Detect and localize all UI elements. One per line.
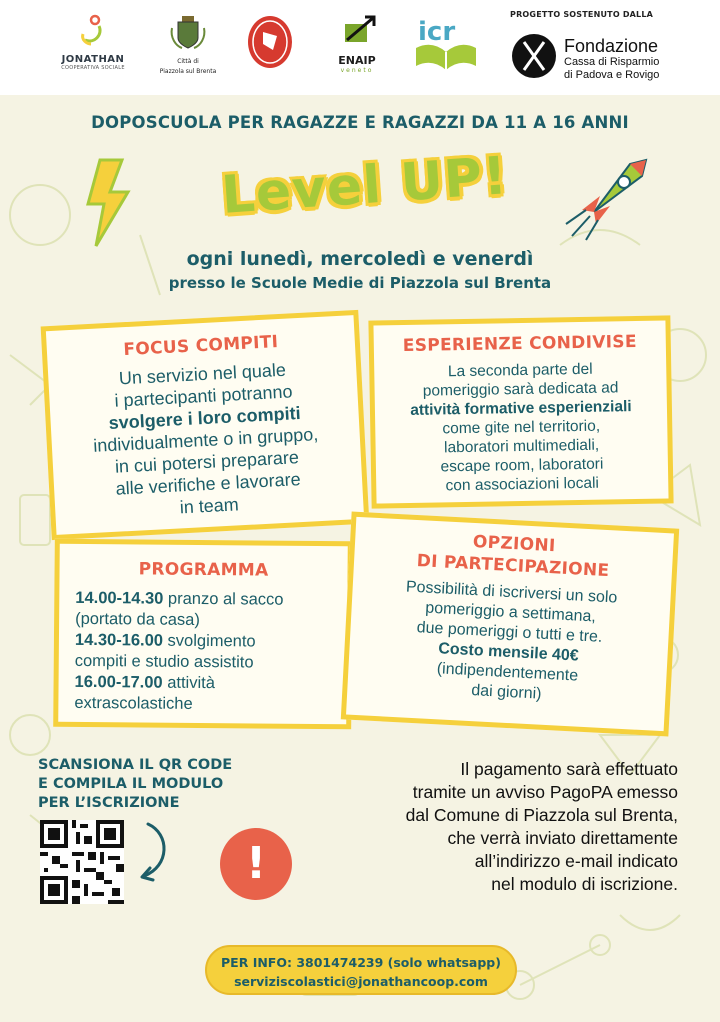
contact-info-pill bbox=[205, 945, 517, 995]
opzioni-line: due pomeriggi o tutti e tre. bbox=[416, 619, 603, 646]
esperienze-text bbox=[374, 358, 668, 496]
opzioni-text bbox=[347, 575, 671, 711]
opzioni-line: (indipendentemente bbox=[436, 660, 579, 685]
alert-icon: ! bbox=[220, 828, 292, 900]
jonathan-name: JONATHAN bbox=[61, 54, 125, 65]
payment-info bbox=[330, 758, 678, 896]
opzioni-line: pomeriggio a settimana, bbox=[424, 599, 597, 626]
enaip-logo bbox=[330, 14, 384, 74]
time-slot: 14.30-16.00 bbox=[74, 630, 164, 650]
programma-box bbox=[53, 539, 353, 730]
time-slot: 14.00-14.30 bbox=[75, 588, 164, 608]
jonathan-mark-icon bbox=[73, 14, 113, 48]
jonathan-logo bbox=[48, 14, 138, 71]
opzioni-line: dai giorni) bbox=[470, 682, 542, 703]
scan-line: SCANSIONA IL QR CODE bbox=[38, 757, 233, 773]
fondazione-mark-icon bbox=[510, 32, 558, 80]
fondazione-logo bbox=[510, 32, 710, 84]
payment-line: nel modulo di iscrizione. bbox=[491, 874, 678, 894]
focus-line: in cui potersi preparare bbox=[114, 447, 300, 477]
focus-line: in team bbox=[179, 494, 240, 518]
slot-desc: attività bbox=[162, 673, 216, 693]
programma-heading: PROGRAMMA bbox=[138, 559, 269, 581]
esperienze-bold-line: attività formative esperienziali bbox=[410, 398, 632, 419]
coat-of-arms-icon bbox=[168, 14, 208, 52]
fondazione-line1: Cassa di Risparmio bbox=[564, 56, 660, 68]
payment-line: all’indirizzo e-mail indicato bbox=[474, 851, 678, 871]
time-slot: 16.00-17.00 bbox=[74, 672, 163, 692]
payment-line: Il pagamento sarà effettuato bbox=[460, 759, 678, 779]
enaip-sub: veneto bbox=[340, 67, 374, 74]
esperienze-line: con associazioni locali bbox=[445, 474, 600, 495]
opzioni-box bbox=[341, 512, 679, 737]
focus-line: i partecipanti potranno bbox=[114, 381, 293, 411]
esperienze-line: pomeriggio sarà dedicata ad bbox=[422, 379, 619, 400]
slot-desc: extrascolastiche bbox=[74, 693, 193, 713]
citta-logo bbox=[156, 14, 220, 76]
citta-line1: Città di bbox=[177, 58, 199, 65]
scan-instructions bbox=[38, 756, 278, 813]
days-line: ogni lunedì, mercoledì e venerdì bbox=[186, 248, 534, 270]
emblem-icon bbox=[245, 14, 295, 70]
red-circle-logo bbox=[245, 14, 297, 74]
jonathan-subtitle: COOPERATIVA SOCIALE bbox=[61, 65, 125, 71]
focus-line: alle verifiche e lavorare bbox=[115, 469, 302, 499]
slot-desc: compiti e studio assistito bbox=[74, 651, 254, 672]
payment-line: tramite un avviso PagoPA emesso bbox=[412, 782, 678, 802]
curved-arrow-icon bbox=[134, 820, 174, 886]
esperienze-line: laboratori multimediali, bbox=[443, 436, 600, 457]
page-subtitle: DOPOSCUOLA PER RAGAZZE E RAGAZZI DA 11 A 16 ANNI bbox=[91, 113, 629, 132]
focus-compiti-box bbox=[41, 310, 370, 540]
citta-line2: Piazzola sul Brenta bbox=[159, 68, 217, 75]
slot-desc: (portato da casa) bbox=[75, 609, 200, 629]
scan-line: PER L’ISCRIZIONE bbox=[38, 795, 180, 811]
opzioni-heading-line: DI PARTECIPAZIONE bbox=[416, 551, 610, 582]
slot-desc: svolgimento bbox=[162, 631, 256, 651]
lightning-icon bbox=[82, 158, 134, 248]
payment-line: dal Comune di Piazzola sul Brenta, bbox=[405, 805, 678, 825]
opzioni-line: Possibilità di iscriversi un solo bbox=[405, 578, 618, 607]
scan-line: E COMPILA IL MODULO bbox=[38, 776, 224, 792]
icr-book-icon bbox=[412, 14, 482, 76]
esperienze-heading: ESPERIENZE CONDIVISE bbox=[402, 331, 637, 357]
enaip-arrow-icon bbox=[335, 14, 379, 48]
focus-text bbox=[48, 355, 364, 525]
contact-phone[interactable]: PER INFO: 3801474239 (solo whatsapp) bbox=[221, 955, 501, 970]
qr-code[interactable] bbox=[40, 820, 124, 904]
slot-desc: pranzo al sacco bbox=[163, 589, 284, 609]
fondazione-title: Fondazione bbox=[564, 36, 659, 56]
focus-line: Un servizio nel quale bbox=[118, 359, 287, 389]
sponsor-label: PROGETTO SOSTENUTO DALLA bbox=[510, 10, 654, 19]
main-title: Level UP! bbox=[219, 146, 510, 226]
opzioni-heading-line: OPZIONI bbox=[472, 531, 556, 557]
contact-email[interactable]: serviziscolastici@jonathancoop.com bbox=[234, 974, 488, 989]
icr-logo bbox=[412, 14, 484, 80]
place-line: presso le Scuole Medie di Piazzola sul Brenta bbox=[168, 274, 552, 292]
esperienze-line: come gite nel territorio, bbox=[442, 417, 601, 438]
esperienze-box bbox=[368, 315, 673, 508]
fondazione-line2: di Padova e Rovigo bbox=[564, 69, 660, 81]
logo-header bbox=[0, 0, 720, 95]
esperienze-line: La seconda parte del bbox=[447, 360, 593, 381]
payment-line: che verrà inviato direttamente bbox=[447, 828, 678, 848]
svg-text:icr: icr bbox=[418, 17, 456, 47]
programma-text bbox=[58, 588, 347, 717]
esperienze-line: escape room, laboratori bbox=[440, 455, 604, 476]
focus-heading: FOCUS COMPITI bbox=[122, 332, 279, 361]
enaip-name: ENAIP bbox=[338, 54, 376, 67]
rocket-icon bbox=[560, 150, 656, 246]
focus-bold-line: svolgere i loro compiti bbox=[108, 402, 302, 434]
focus-line: individualmente o in gruppo, bbox=[92, 424, 319, 456]
monthly-cost: Costo mensile 40€ bbox=[437, 640, 580, 665]
